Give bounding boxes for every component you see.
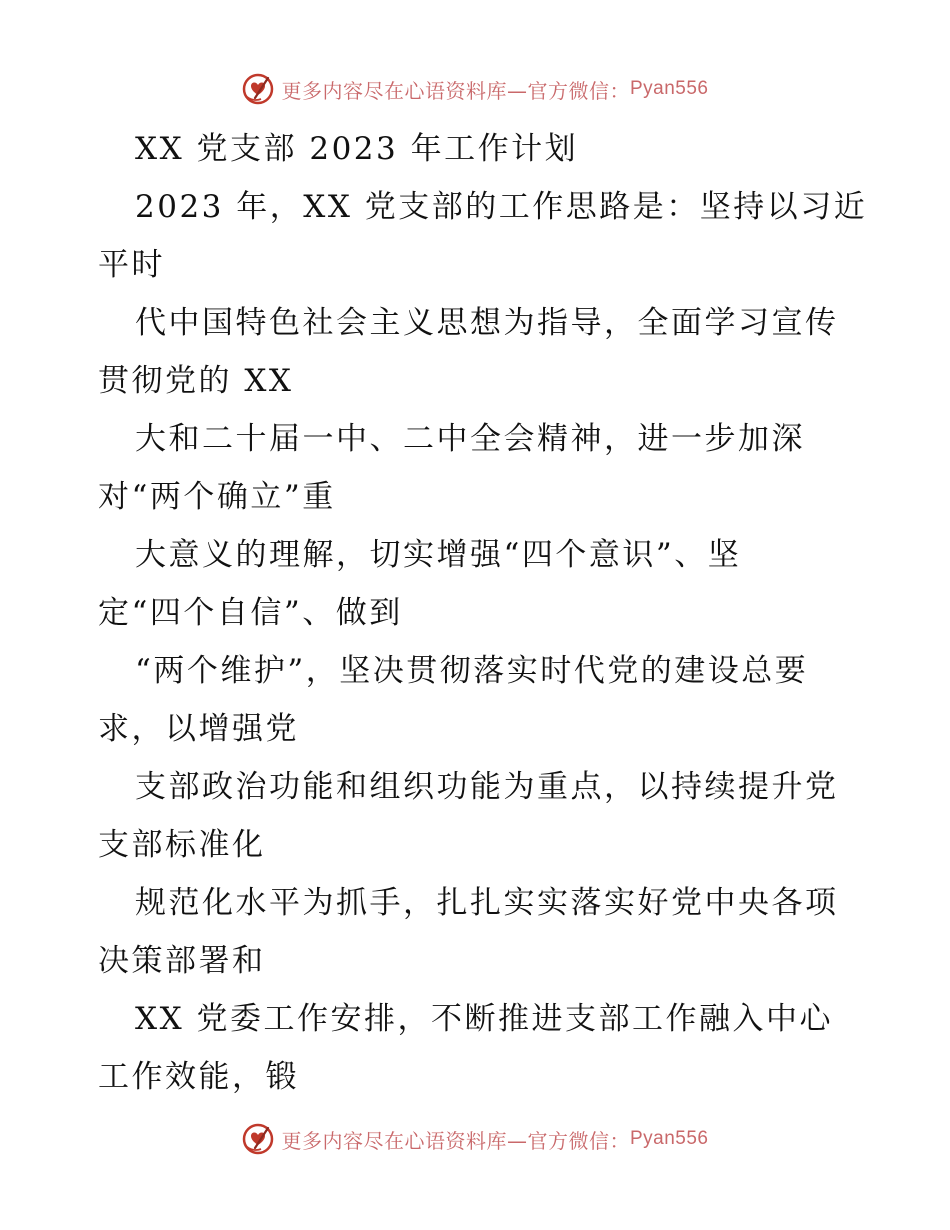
heart-pen-logo-icon [241,1122,275,1156]
wechat-id: Pyan556 [629,78,709,99]
promo-text: 更多内容尽在心语资料库—官方微信： [281,78,630,103]
document-body [98,120,868,1106]
paragraph-line: 贯彻党的 XX [98,363,294,399]
paragraph-line: 对“两个确立”重 [98,479,336,515]
paragraph-line: 定“四个自信”、做到 [98,595,403,631]
paragraph-line: XX 党委工作安排，不断推进支部工作融入中心 [135,1001,833,1037]
header-banner [0,69,950,109]
paragraph-line: 支部标准化 [98,827,266,863]
paragraph-line: 工作效能，锻 [98,1059,299,1095]
heart-pen-logo-icon [241,72,275,106]
paragraph-line: 2023 年，XX 党支部的工作思路是：坚持以习近 [135,189,868,225]
paragraph-line: 大意义的理解，切实增强“四个意识”、坚 [135,537,742,573]
paragraph-line: 求，以增强党 [98,711,299,747]
paragraph-line: “两个维护”，坚决贯彻落实时代党的建设总要 [135,653,809,689]
paragraph-line: 决策部署和 [98,943,266,979]
paragraph-line: 平时 [98,247,165,283]
wechat-id: Pyan556 [629,1128,709,1149]
paragraph-line: 代中国特色社会主义思想为指导，全面学习宣传 [135,305,839,341]
paragraph-line: 规范化水平为抓手，扎扎实实落实好党中央各项 [135,885,839,921]
paragraph-line: 支部政治功能和组织功能为重点，以持续提升党 [135,769,839,805]
footer-banner [0,1119,950,1159]
promo-text: 更多内容尽在心语资料库—官方微信： [281,1128,630,1153]
paragraph-line: 大和二十届一中、二中全会精神，进一步加深 [135,421,805,457]
document-title: XX 党支部 2023 年工作计划 [135,131,579,167]
